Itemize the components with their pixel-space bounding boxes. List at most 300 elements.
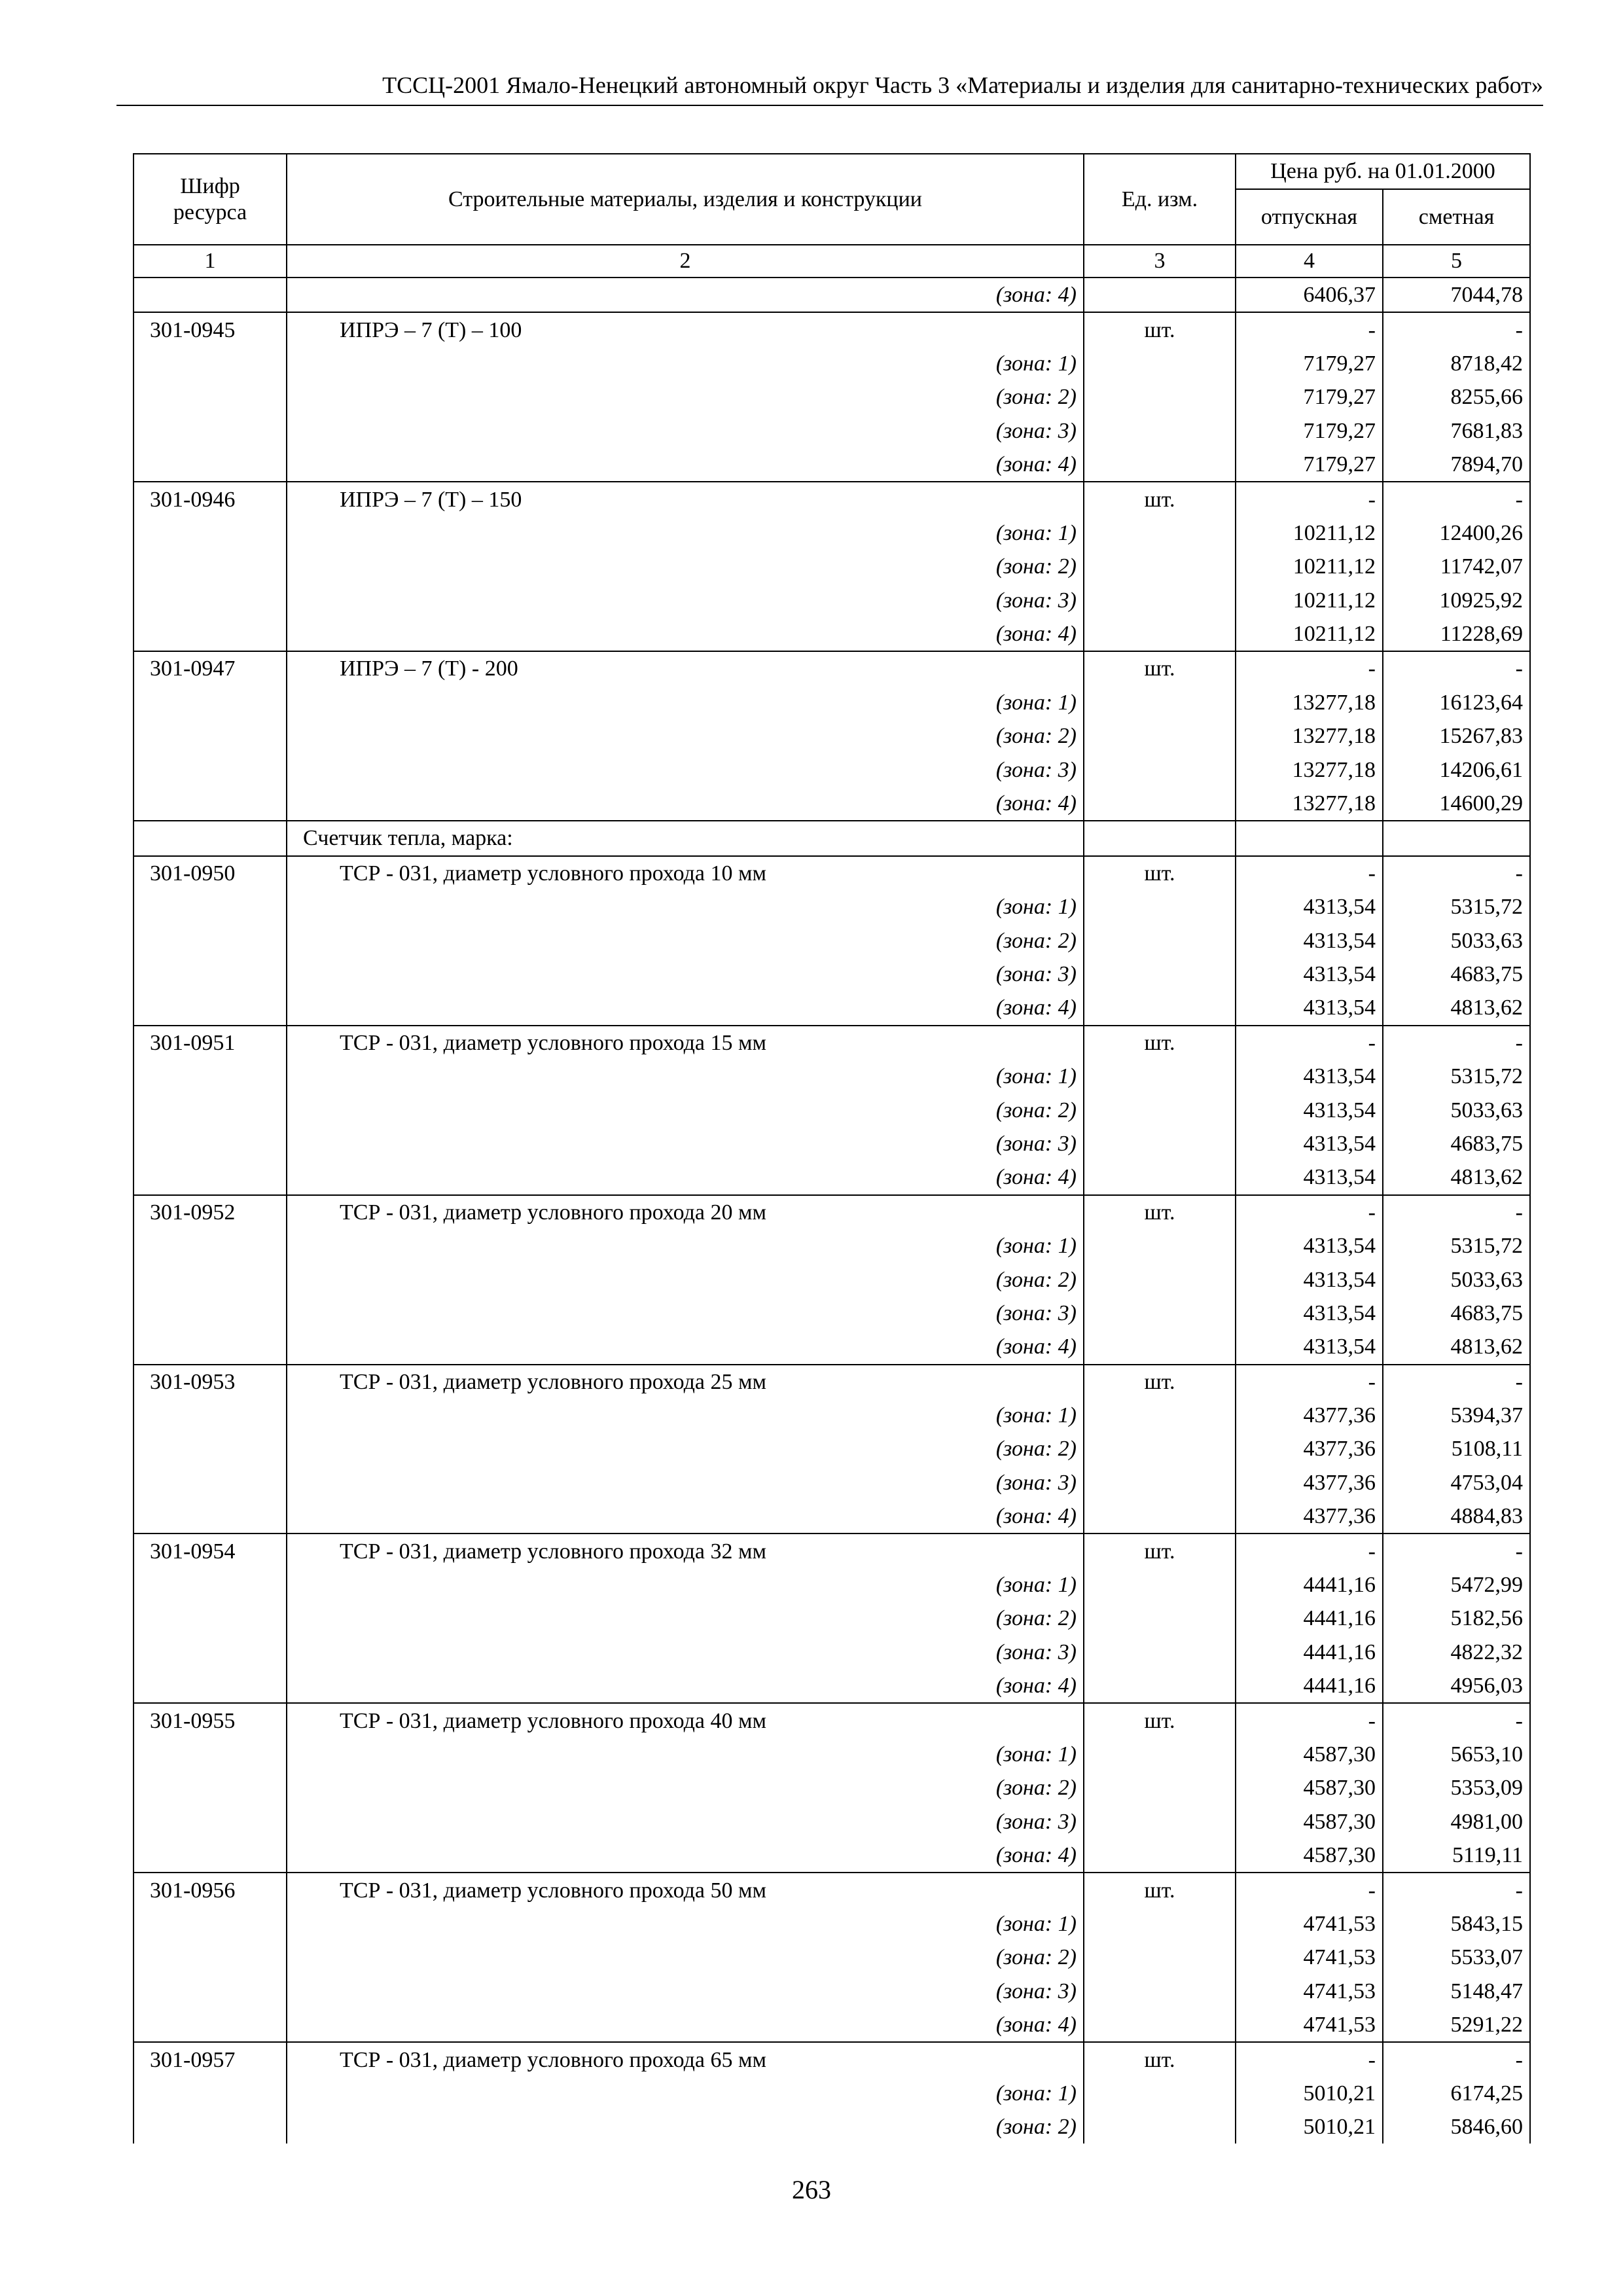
resource-code-cell [134, 1941, 287, 1974]
table-row [134, 1263, 1530, 1296]
column-number: 2 [287, 245, 1084, 278]
unit-cell [1084, 516, 1236, 550]
resource-code-cell [134, 1330, 287, 1364]
table-row [134, 1636, 1530, 1669]
unit-cell [1084, 1499, 1236, 1534]
table-row [134, 1602, 1530, 1635]
zone-label-cell-text: (зона: 1) [995, 1064, 1077, 1089]
unit-cell: шт. [1084, 1873, 1236, 1907]
release-price-cell: - [1236, 1703, 1383, 1737]
header-name: Строительные материалы, изделия и конструкции [287, 154, 1084, 245]
zone-label-cell [287, 1975, 1084, 2008]
estimate-price-cell: 5315,72 [1383, 1060, 1530, 1093]
resource-code-cell: 301-0952 [134, 1195, 287, 1229]
release-price-cell: 13277,18 [1236, 753, 1383, 786]
unit-cell [1084, 414, 1236, 448]
zone-label-cell-text: (зона: 2) [995, 1267, 1077, 1292]
table-row [134, 550, 1530, 583]
zone-label-cell [287, 2110, 1084, 2144]
material-name-cell-text: ТСР - 031, диаметр условного прохода 25 мм [340, 1369, 767, 1394]
resource-code-cell [134, 1975, 287, 2008]
zone-label-cell-text: (зона: 1) [995, 1403, 1077, 1428]
zone-label-cell [287, 2077, 1084, 2110]
estimate-price-cell: - [1383, 856, 1530, 890]
resource-code-cell [134, 1432, 287, 1465]
release-price-cell: 5010,21 [1236, 2077, 1383, 2110]
estimate-price-cell: 4683,75 [1383, 958, 1530, 991]
release-price-cell: 4313,54 [1236, 958, 1383, 991]
estimate-price-cell: 5846,60 [1383, 2110, 1530, 2144]
table-row [134, 1093, 1530, 1126]
table-row [134, 651, 1530, 685]
zone-label-cell [287, 516, 1084, 550]
estimate-price-cell: 11742,07 [1383, 550, 1530, 583]
zone-label-cell [287, 1771, 1084, 1804]
estimate-price-cell: 8255,66 [1383, 380, 1530, 414]
release-price-cell: - [1236, 2042, 1383, 2076]
material-name-cell [287, 1026, 1084, 1060]
estimate-price-cell: 4813,62 [1383, 1160, 1530, 1194]
estimate-price-cell: - [1383, 1195, 1530, 1229]
zone-label-cell [287, 617, 1084, 651]
release-price-cell: 4313,54 [1236, 1263, 1383, 1296]
zone-label-cell [287, 1839, 1084, 1873]
zone-label-cell [287, 2008, 1084, 2042]
material-name-cell [287, 1365, 1084, 1399]
zone-label-cell [287, 1297, 1084, 1330]
estimate-price-cell: - [1383, 1703, 1530, 1737]
zone-label-cell [287, 753, 1084, 786]
zone-label-cell-text: (зона: 3) [995, 757, 1077, 782]
zone-label-cell-text: (зона: 4) [995, 1843, 1077, 1868]
table-row [134, 1499, 1530, 1534]
estimate-price-cell: 16123,64 [1383, 686, 1530, 719]
release-price-cell: 13277,18 [1236, 719, 1383, 753]
page-header: ТССЦ-2001 Ямало-Ненецкий автономный округ Часть 3 «Материалы и изделия для санитарно-технических работ» [382, 72, 1543, 98]
unit-cell [1084, 448, 1236, 482]
resource-code-cell [134, 584, 287, 617]
zone-label-cell-text: (зона: 3) [995, 1809, 1077, 1834]
zone-label-cell-text: (зона: 4) [995, 996, 1077, 1020]
table-row [134, 1738, 1530, 1771]
zone-label-cell-text: (зона: 3) [995, 1470, 1077, 1495]
release-price-cell: 10211,12 [1236, 516, 1383, 550]
zone-label-cell [287, 1568, 1084, 1602]
release-price-cell: 4313,54 [1236, 1330, 1383, 1364]
release-price-cell: 4741,53 [1236, 1941, 1383, 1974]
release-price-cell: 4587,30 [1236, 1738, 1383, 1771]
release-price-cell: 4313,54 [1236, 991, 1383, 1025]
unit-cell [1084, 380, 1236, 414]
resource-code-cell [134, 1839, 287, 1873]
table-row [134, 1160, 1530, 1194]
table-row [134, 414, 1530, 448]
resource-code-cell [134, 787, 287, 821]
resource-code-cell [134, 719, 287, 753]
release-price-cell: 7179,27 [1236, 380, 1383, 414]
resource-code-cell [134, 1160, 287, 1194]
resource-code-cell [134, 278, 287, 312]
estimate-price-cell: 12400,26 [1383, 516, 1530, 550]
estimate-price-cell [1383, 821, 1530, 855]
zone-label-cell-text: (зона: 3) [995, 1640, 1077, 1664]
unit-cell [1084, 1297, 1236, 1330]
resource-code-cell [134, 991, 287, 1025]
resource-code-cell [134, 414, 287, 448]
unit-cell: шт. [1084, 856, 1236, 890]
unit-cell [1084, 1466, 1236, 1499]
release-price-cell: 4313,54 [1236, 1060, 1383, 1093]
table-row [134, 1771, 1530, 1804]
table-row [134, 1229, 1530, 1263]
zone-label-cell-text: (зона: 4) [995, 622, 1077, 647]
unit-cell [1084, 821, 1236, 855]
zone-label-cell-text: (зона: 1) [995, 690, 1077, 715]
release-price-cell: 7179,27 [1236, 414, 1383, 448]
zone-label-cell [287, 1805, 1084, 1839]
group-title-cell-text: Счетчик тепла, марка: [303, 826, 513, 851]
table-row [134, 1805, 1530, 1839]
zone-label-cell [287, 787, 1084, 821]
table-row [134, 584, 1530, 617]
release-price-cell: - [1236, 1365, 1383, 1399]
unit-cell [1084, 617, 1236, 651]
table-row [134, 1941, 1530, 1974]
zone-label-cell-text: (зона: 1) [995, 351, 1077, 376]
estimate-price-cell: 5353,09 [1383, 1771, 1530, 1804]
zone-label-cell-text: (зона: 2) [995, 1776, 1077, 1801]
unit-cell [1084, 2008, 1236, 2042]
table-row [134, 312, 1530, 346]
estimate-price-cell: 14206,61 [1383, 753, 1530, 786]
estimate-price-cell: - [1383, 312, 1530, 346]
release-price-cell: 6406,37 [1236, 278, 1383, 312]
table-row [134, 686, 1530, 719]
table-row [134, 1568, 1530, 1602]
material-name-cell [287, 1873, 1084, 1907]
material-name-cell-text: ТСР - 031, диаметр условного прохода 50 мм [340, 1878, 767, 1903]
release-price-cell: 4313,54 [1236, 1229, 1383, 1263]
release-price-cell: 4587,30 [1236, 1771, 1383, 1804]
zone-label-cell-text: (зона: 2) [995, 385, 1077, 410]
unit-cell [1084, 1602, 1236, 1635]
table-row [134, 380, 1530, 414]
resource-code-cell [134, 380, 287, 414]
column-number: 1 [134, 245, 287, 278]
material-name-cell-text: ТСР - 031, диаметр условного прохода 20 мм [340, 1200, 767, 1225]
estimate-price-cell: 5119,11 [1383, 1839, 1530, 1873]
release-price-cell: 4313,54 [1236, 924, 1383, 957]
unit-cell [1084, 1127, 1236, 1160]
resource-code-cell [134, 1907, 287, 1941]
table-row [134, 1466, 1530, 1499]
release-price-cell: 4313,54 [1236, 1093, 1383, 1126]
resource-code-cell [134, 1805, 287, 1839]
resource-code-cell [134, 1263, 287, 1296]
header-price-estimate: сметная [1383, 189, 1530, 245]
table-row [134, 278, 1530, 312]
unit-cell: шт. [1084, 2042, 1236, 2076]
resource-code-cell [134, 2077, 287, 2110]
unit-cell [1084, 1738, 1236, 1771]
unit-cell [1084, 1432, 1236, 1465]
unit-cell [1084, 890, 1236, 924]
table-row [134, 2042, 1530, 2076]
estimate-price-cell: 5315,72 [1383, 1229, 1530, 1263]
estimate-price-cell: 7044,78 [1383, 278, 1530, 312]
release-price-cell: 10211,12 [1236, 617, 1383, 651]
estimate-price-cell: 5033,63 [1383, 1263, 1530, 1296]
resource-code-cell [134, 1669, 287, 1703]
zone-label-cell [287, 414, 1084, 448]
table-header [134, 154, 1530, 278]
table-row [134, 1365, 1530, 1399]
release-price-cell: 4587,30 [1236, 1839, 1383, 1873]
resource-code-cell [134, 890, 287, 924]
table-row [134, 2077, 1530, 2110]
estimate-price-cell: 4683,75 [1383, 1297, 1530, 1330]
zone-label-cell [287, 1669, 1084, 1703]
zone-label-cell-text: (зона: 4) [995, 2013, 1077, 2037]
resource-code-cell [134, 1060, 287, 1093]
zone-label-cell [287, 1160, 1084, 1194]
zone-label-cell [287, 1399, 1084, 1432]
zone-label-cell [287, 1941, 1084, 1974]
resource-code-cell [134, 1229, 287, 1263]
estimate-price-cell: 5291,22 [1383, 2008, 1530, 2042]
estimate-price-cell: 5182,56 [1383, 1602, 1530, 1635]
unit-cell: шт. [1084, 482, 1236, 516]
table-body [134, 278, 1530, 2144]
zone-label-cell-text: (зона: 2) [995, 724, 1077, 749]
zone-label-cell [287, 1466, 1084, 1499]
table-row [134, 924, 1530, 957]
table-row [134, 958, 1530, 991]
zone-label-cell [287, 380, 1084, 414]
unit-cell [1084, 1160, 1236, 1194]
resource-code-cell [134, 516, 287, 550]
zone-label-cell [287, 1602, 1084, 1635]
material-name-cell-text: ТСР - 031, диаметр условного прохода 32 мм [340, 1539, 767, 1564]
resource-code-cell [134, 1636, 287, 1669]
zone-label-cell-text: (зона: 2) [995, 554, 1077, 579]
material-name-cell [287, 482, 1084, 516]
unit-cell [1084, 347, 1236, 380]
estimate-price-cell: 5843,15 [1383, 1907, 1530, 1941]
estimate-price-cell: 11228,69 [1383, 617, 1530, 651]
unit-cell [1084, 550, 1236, 583]
material-name-cell-text: ТСР - 031, диаметр условного прохода 15 мм [340, 1030, 767, 1055]
release-price-cell: 4377,36 [1236, 1399, 1383, 1432]
header-code: Шифр ресурса [134, 154, 287, 245]
release-price-cell: 4313,54 [1236, 1127, 1383, 1160]
release-price-cell: 7179,27 [1236, 448, 1383, 482]
unit-cell: шт. [1084, 651, 1236, 685]
resource-code-cell [134, 448, 287, 482]
unit-cell [1084, 1975, 1236, 2008]
table-row [134, 787, 1530, 821]
unit-cell [1084, 2077, 1236, 2110]
zone-label-cell-text: (зона: 3) [995, 588, 1077, 613]
zone-label-cell-text: (зона: 1) [995, 520, 1077, 545]
material-name-cell-text: ИПРЭ – 7 (Т) – 150 [340, 487, 522, 512]
resource-code-cell [134, 2008, 287, 2042]
resource-code-cell [134, 686, 287, 719]
release-price-cell: 4313,54 [1236, 890, 1383, 924]
zone-label-cell [287, 1330, 1084, 1364]
release-price-cell: 4377,36 [1236, 1432, 1383, 1465]
zone-label-cell-text: (зона: 4) [995, 1335, 1077, 1359]
unit-cell: шт. [1084, 1703, 1236, 1737]
resource-code-cell [134, 1771, 287, 1804]
release-price-cell: 4313,54 [1236, 1297, 1383, 1330]
zone-label-cell [287, 1499, 1084, 1534]
zone-label-cell-text: (зона: 2) [995, 1945, 1077, 1970]
zone-label-cell [287, 347, 1084, 380]
zone-label-cell-text: (зона: 3) [995, 1979, 1077, 2003]
estimate-price-cell: 4956,03 [1383, 1669, 1530, 1703]
table-row [134, 991, 1530, 1025]
resource-code-cell: 301-0954 [134, 1534, 287, 1568]
unit-cell [1084, 719, 1236, 753]
unit-cell [1084, 1330, 1236, 1364]
material-name-cell-text: ТСР - 031, диаметр условного прохода 65 мм [340, 2047, 767, 2072]
table-row [134, 1026, 1530, 1060]
resource-code-cell [134, 924, 287, 957]
estimate-price-cell: 4813,62 [1383, 1330, 1530, 1364]
unit-cell: шт. [1084, 1365, 1236, 1399]
release-price-cell: 4441,16 [1236, 1669, 1383, 1703]
page-number: 263 [792, 2175, 831, 2204]
group-title-cell [287, 821, 1084, 855]
estimate-price-cell: - [1383, 1873, 1530, 1907]
estimate-price-cell: - [1383, 2042, 1530, 2076]
table-row [134, 1975, 1530, 2008]
release-price-cell: 4741,53 [1236, 1907, 1383, 1941]
release-price-cell: 13277,18 [1236, 686, 1383, 719]
release-price-cell [1236, 821, 1383, 855]
table-row [134, 1432, 1530, 1465]
table-row [134, 617, 1530, 651]
table-row [134, 1839, 1530, 1873]
unit-cell [1084, 1568, 1236, 1602]
zone-label-cell [287, 1907, 1084, 1941]
zone-label-cell [287, 1229, 1084, 1263]
release-price-cell: - [1236, 856, 1383, 890]
table-row [134, 516, 1530, 550]
zone-label-cell-text: (зона: 1) [995, 1911, 1077, 1936]
estimate-price-cell: 7681,83 [1383, 414, 1530, 448]
resource-code-cell [134, 1127, 287, 1160]
table-row [134, 1297, 1530, 1330]
estimate-price-cell: 5033,63 [1383, 924, 1530, 957]
zone-label-cell [287, 1263, 1084, 1296]
table-row [134, 1127, 1530, 1160]
resource-code-cell [134, 550, 287, 583]
release-price-cell: 10211,12 [1236, 584, 1383, 617]
zone-label-cell-text: (зона: 1) [995, 1234, 1077, 1259]
estimate-price-cell: 4884,83 [1383, 1499, 1530, 1534]
table-row [134, 1873, 1530, 1907]
estimate-price-cell: 4683,75 [1383, 1127, 1530, 1160]
zone-label-cell [287, 1127, 1084, 1160]
table-row [134, 1399, 1530, 1432]
material-name-cell [287, 2042, 1084, 2076]
unit-cell [1084, 1263, 1236, 1296]
resource-code-cell [134, 1466, 287, 1499]
zone-label-cell-text: (зона: 2) [995, 2115, 1077, 2140]
resource-code-cell: 301-0951 [134, 1026, 287, 1060]
estimate-price-cell: 10925,92 [1383, 584, 1530, 617]
material-name-cell [287, 1703, 1084, 1737]
release-price-cell: 4441,16 [1236, 1602, 1383, 1635]
unit-cell [1084, 278, 1236, 312]
resource-code-cell [134, 753, 287, 786]
release-price-cell: 4587,30 [1236, 1805, 1383, 1839]
unit-cell [1084, 1839, 1236, 1873]
resource-code-cell [134, 617, 287, 651]
zone-label-cell-text: (зона: 1) [995, 1573, 1077, 1598]
zone-label-cell [287, 686, 1084, 719]
resource-code-cell [134, 1297, 287, 1330]
release-price-cell: 7179,27 [1236, 347, 1383, 380]
material-name-cell [287, 1195, 1084, 1229]
resource-code-cell [134, 1602, 287, 1635]
unit-cell [1084, 787, 1236, 821]
table-row [134, 1060, 1530, 1093]
zone-label-cell [287, 924, 1084, 957]
resource-code-cell [134, 1738, 287, 1771]
zone-label-cell [287, 958, 1084, 991]
estimate-price-cell: 14600,29 [1383, 787, 1530, 821]
release-price-cell: 4741,53 [1236, 2008, 1383, 2042]
zone-label-cell [287, 1060, 1084, 1093]
unit-cell: шт. [1084, 1026, 1236, 1060]
column-number: 5 [1383, 245, 1530, 278]
release-price-cell: 4441,16 [1236, 1568, 1383, 1602]
unit-cell [1084, 2110, 1236, 2144]
resource-code-cell [134, 2110, 287, 2144]
estimate-price-cell: - [1383, 1534, 1530, 1568]
unit-cell [1084, 1941, 1236, 1974]
unit-cell [1084, 1669, 1236, 1703]
header-unit: Ед. изм. [1084, 154, 1236, 245]
zone-label-cell-text: (зона: 2) [995, 1098, 1077, 1122]
resource-code-cell: 301-0953 [134, 1365, 287, 1399]
estimate-price-cell: 6174,25 [1383, 2077, 1530, 2110]
table-row [134, 1907, 1530, 1941]
zone-label-cell-text: (зона: 4) [995, 1674, 1077, 1698]
resource-code-cell [134, 821, 287, 855]
estimate-price-cell: 7894,70 [1383, 448, 1530, 482]
release-price-cell: - [1236, 1534, 1383, 1568]
zone-label-cell-text: (зона: 1) [995, 2081, 1077, 2106]
zone-label-cell [287, 719, 1084, 753]
release-price-cell: - [1236, 1873, 1383, 1907]
release-price-cell: 13277,18 [1236, 787, 1383, 821]
table-row [134, 2008, 1530, 2042]
zone-label-cell-text: (зона: 4) [995, 1504, 1077, 1529]
price-table [133, 153, 1531, 2144]
zone-label-cell-text: (зона: 3) [995, 1300, 1077, 1325]
release-price-cell: - [1236, 1026, 1383, 1060]
unit-cell [1084, 686, 1236, 719]
table-row [134, 719, 1530, 753]
zone-label-cell-text: (зона: 3) [995, 962, 1077, 986]
table-row [134, 448, 1530, 482]
table-row [134, 1330, 1530, 1364]
resource-code-cell: 301-0956 [134, 1873, 287, 1907]
